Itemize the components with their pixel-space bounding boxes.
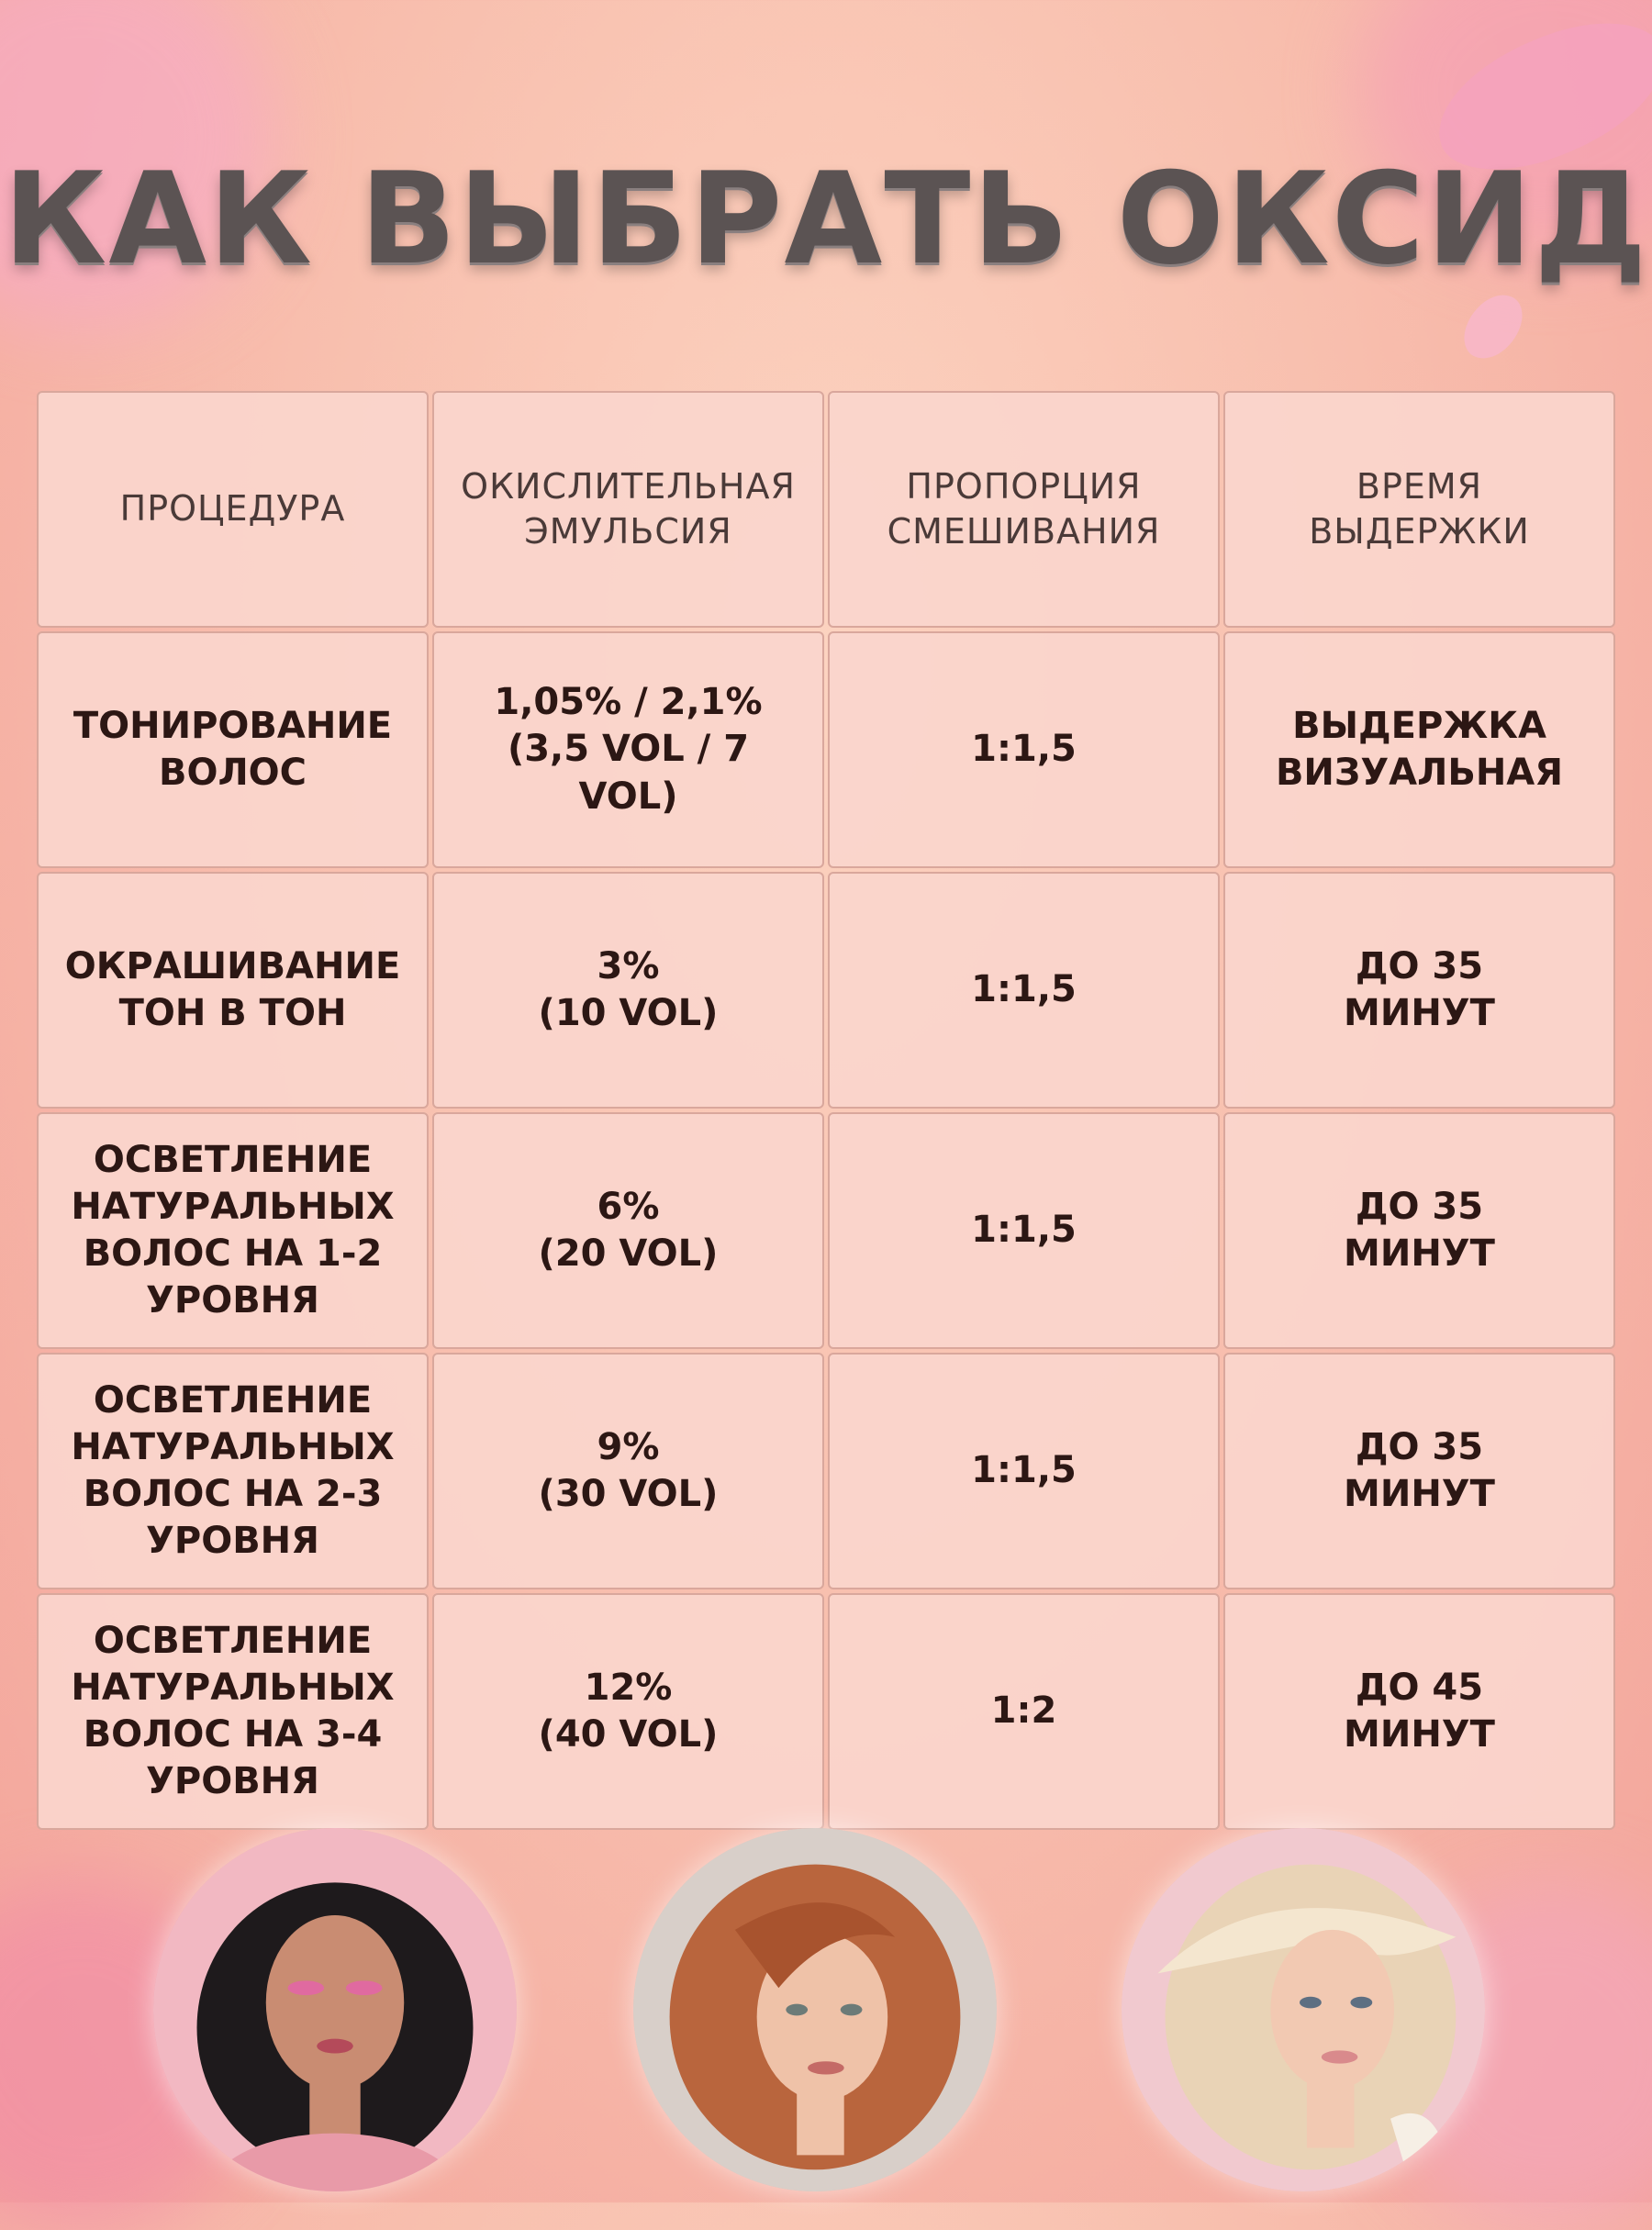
table-cell-emulsion: 12% (40 VOL): [432, 1593, 824, 1830]
table-cell-proportion: 1:1,5: [828, 1353, 1220, 1589]
table-cell-procedure: ОКРАШИВАНИЕ ТОН В ТОН: [37, 872, 429, 1109]
header-cell-emulsion: ОКИСЛИТЕЛЬНАЯ ЭМУЛЬСИЯ: [432, 391, 824, 628]
page-title: КАК ВЫБРАТЬ ОКСИД: [3, 145, 1649, 293]
petal-decoration: [1456, 284, 1530, 369]
table-cell-time: ДО 35 МИНУТ: [1223, 1353, 1615, 1589]
table-cell-time: ДО 45 МИНУТ: [1223, 1593, 1615, 1830]
table-cell-time: ДО 35 МИНУТ: [1223, 872, 1615, 1109]
header-cell-time: ВРЕМЯ ВЫДЕРЖКИ: [1223, 391, 1615, 628]
table-cell-time: ДО 35 МИНУТ: [1223, 1112, 1615, 1349]
table-cell-time: ВЫДЕРЖКА ВИЗУАЛЬНАЯ: [1223, 631, 1615, 868]
oxide-table: [37, 391, 1615, 1830]
table-cell-proportion: 1:1,5: [828, 631, 1220, 868]
table-cell-procedure: ОСВЕТЛЕНИЕ НАТУРАЛЬНЫХ ВОЛОС НА 3-4 УРОВНЯ: [37, 1593, 429, 1830]
portrait-blonde-hair-icon: [1122, 1828, 1485, 2191]
table-cell-procedure: ОСВЕТЛЕНИЕ НАТУРАЛЬНЫХ ВОЛОС НА 2-3 УРОВНЯ: [37, 1353, 429, 1589]
table-cell-emulsion: 6% (20 VOL): [432, 1112, 824, 1349]
table-cell-proportion: 1:1,5: [828, 872, 1220, 1109]
table-cell-procedure: ОСВЕТЛЕНИЕ НАТУРАЛЬНЫХ ВОЛОС НА 1-2 УРОВНЯ: [37, 1112, 429, 1349]
table-cell-emulsion: 3% (10 VOL): [432, 872, 824, 1109]
portrait-dark-hair-icon: [153, 1828, 517, 2191]
table-cell-procedure: ТОНИРОВАНИЕ ВОЛОС: [37, 631, 429, 868]
table-cell-emulsion: 1,05% / 2,1% (3,5 VOL / 7 VOL): [432, 631, 824, 868]
table-cell-proportion: 1:2: [828, 1593, 1220, 1830]
table-cell-emulsion: 9% (30 VOL): [432, 1353, 824, 1589]
header-cell-proportion: ПРОПОРЦИЯ СМЕШИВАНИЯ: [828, 391, 1220, 628]
portrait-copper-hair-icon: [633, 1828, 997, 2191]
table-cell-proportion: 1:1,5: [828, 1112, 1220, 1349]
photo-strip: [0, 1826, 1652, 2202]
header-cell-procedure: ПРОЦЕДУРА: [37, 391, 429, 628]
